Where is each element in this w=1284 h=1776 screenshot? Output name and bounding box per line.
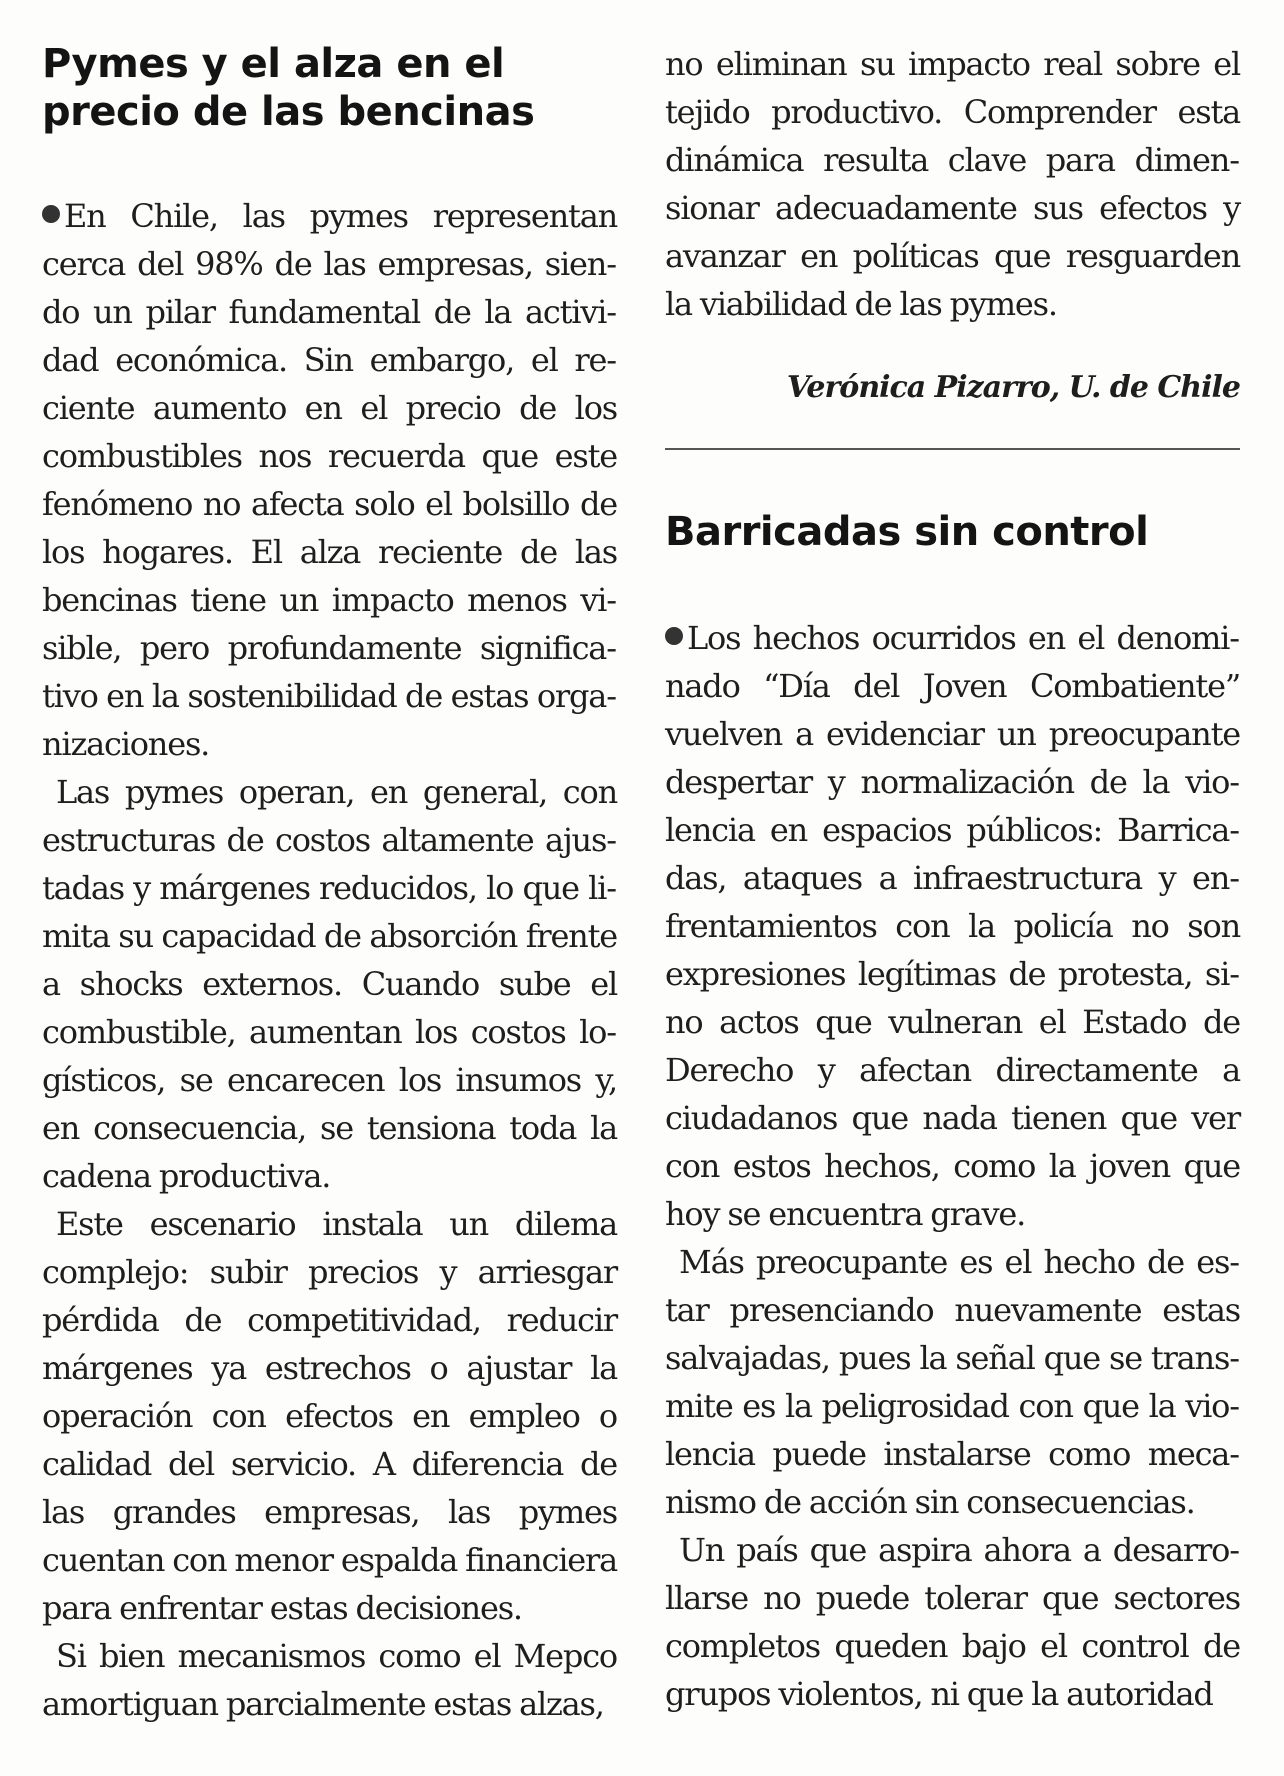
paragraph-text: En Chile, las pymes representan cerca del 98% de las empresas, siendo un pilar fundamental de la actividad económica. Sin embargo, el reciente aumento en el precio de los combustibles nos recuerda que este fenómeno no afecta solo el bolsillo de los hogares. El alza reciente de las bencinas tiene un impacto menos visible, pero profundamente significativo en la sostenibilidad de estas organizaciones. [42,197,617,763]
paragraph [42,192,617,768]
article-body-pymes [42,192,617,1728]
right-column [665,40,1240,1718]
headline-pymes: Pymes y el alza en el precio de las bencinas [42,41,535,135]
paragraph-text: Los hechos ocurridos en el denominado “Día del Joven Combatiente” vuelven a evidenciar un preocupante despertar y normalización de la violencia en espacios públicos: Barricadas, ataques a infraestructura y enfrentamientos con la policía no son expresiones legítimas de protesta, sino actos que vulneran el Estado de Derecho y afectan directamente a ciudadanos que nada tienen que ver con estos hechos, como la joven que hoy se encuentra grave. [665,619,1240,1233]
bullet-icon [42,205,60,223]
headline-barricadas: Barricadas sin control [665,509,1149,555]
article-pymes [42,40,617,1728]
paragraph: Este escenario instala un dilema complejo: subir precios y arriesgar pérdida de competitividad, reducir márgenes ya estrechos o ajustar la operación con efectos en empleo o calidad del servicio. A diferencia de las grandes empresas, las pymes cuentan con menor espalda financiera para enfrentar estas decisiones. [42,1205,617,1627]
bullet-icon [665,627,683,645]
paragraph: Un país que aspira ahora a desarrollarse no puede tolerar que sectores completos queden bajo el control de grupos violentos, ni que la autoridad [665,1531,1240,1713]
paragraph: Las pymes operan, en general, con estructuras de costos altamente ajustadas y márgenes reducidos, lo que limita su capacidad de absorción frente a shocks externos. Cuando sube el combustible, aumentan los costos logísticos, se encarecen los insumos y, en consecuencia, se tensiona toda la cadena productiva. [42,773,617,1195]
paragraph [665,614,1240,1238]
paragraph-part-2: no eliminan su impacto real sobre el tejido productivo. Comprender esta dinámica resulta clave para dimensionar adecuadamente sus efectos y avanzar en políticas que resguarden la viabilidad de las pymes. [665,45,1240,323]
paragraph: Más preocupante es el hecho de estar presenciando nuevamente estas salvajadas, pues la señal que se transmite es la peligrosidad con que la violencia puede instalarse como mecanismo de acción sin consecuencias. [665,1243,1240,1521]
article-body-pymes-continued [665,40,1240,328]
author-signature: Verónica Pizarro, U. de Chile [786,370,1240,405]
paragraph-part-1: Si bien mecanismos como el Mepco amortiguan parcialmente estas alzas, [42,1637,617,1723]
article-body-barricadas [665,614,1240,1718]
article-divider [665,448,1240,450]
